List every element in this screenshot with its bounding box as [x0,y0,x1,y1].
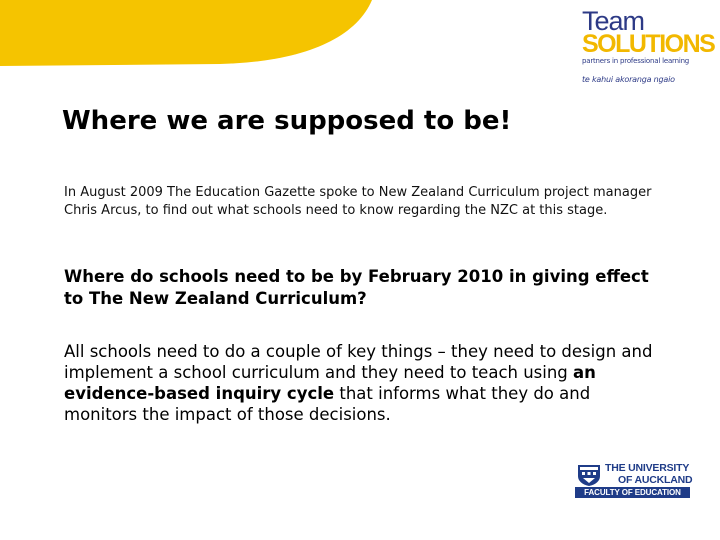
team-logo-word: Team [582,6,645,36]
answer-paragraph [64,341,654,425]
university-name-line2: OF AUCKLAND [618,474,693,486]
team-logo-tagline-maori: te kahui akoranga ngaio [582,75,675,84]
team-logo-tagline: partners in professional learning [582,57,690,65]
university-crest-icon [577,464,601,486]
answer-emphasis: an evidence-based inquiry cycle [64,363,596,403]
yellow-swoosh-decoration [0,0,380,70]
university-of-auckland-logo [575,462,693,498]
answer-text-part1: All schools need to do a couple of key things – they need to design and implement a school curriculum and they need to teach using [64,342,653,382]
intro-paragraph: In August 2009 The Education Gazette spoke to New Zealand Curriculum project manager Chris Arcus, to find out what schools need to know regarding the NZC at this stage. [64,185,652,218]
answer-text-part2: that informs what they do and monitors the impact of those decisions. [64,384,591,424]
solutions-logo-word: SOLUTIONS [582,30,715,58]
team-solutions-logo [582,6,715,84]
university-name-line1: THE UNIVERSITY [605,462,690,474]
question-paragraph: Where do schools need to be by February 2010 in giving effect to The New Zealand Curriculum? [64,267,649,308]
slide-title: Where we are supposed to be! [62,106,512,136]
faculty-name: FACULTY OF EDUCATION [584,488,681,497]
